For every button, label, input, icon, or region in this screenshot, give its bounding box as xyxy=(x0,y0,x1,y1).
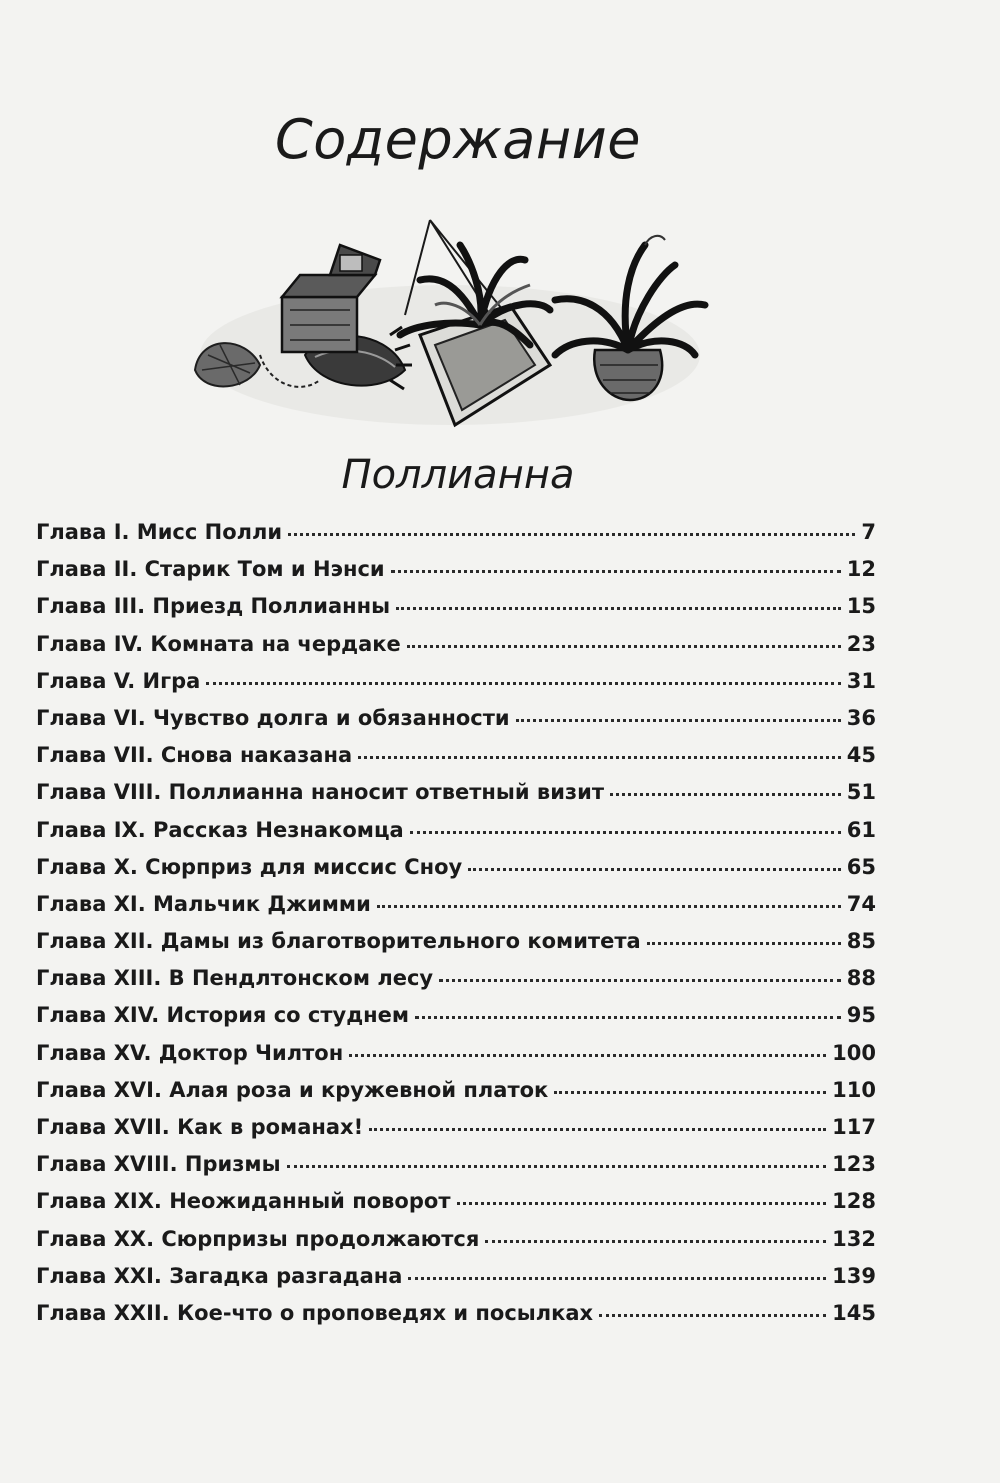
toc-entry[interactable] xyxy=(36,669,876,706)
toc-leader-dots xyxy=(610,793,841,796)
still-life-illustration-icon xyxy=(190,205,710,440)
toc-leader-dots xyxy=(377,905,841,908)
toc-entry-label: Глава XXII. Кое-что о проповедях и посылках xyxy=(36,1300,594,1325)
toc-entry-page: 95 xyxy=(846,1003,876,1028)
toc-leader-dots xyxy=(287,1165,827,1168)
toc-entry-label: Глава VII. Снова наказана xyxy=(36,743,353,768)
toc-entry-page: 45 xyxy=(846,743,876,768)
toc-entry-page: 128 xyxy=(832,1189,876,1214)
toc-entry[interactable] xyxy=(36,520,876,557)
table-of-contents xyxy=(36,520,876,1338)
toc-entry-page: 117 xyxy=(832,1115,876,1139)
toc-entry[interactable] xyxy=(36,1264,876,1301)
toc-leader-dots xyxy=(457,1202,827,1205)
page-title: Содержание xyxy=(275,108,641,171)
toc-entry-page: 88 xyxy=(846,966,876,991)
toc-entry[interactable] xyxy=(36,855,876,892)
toc-entry-label: Глава XVI. Алая роза и кружевной платок xyxy=(36,1077,549,1102)
toc-entry-page: 36 xyxy=(846,705,876,730)
toc-leader-dots xyxy=(349,1054,826,1057)
toc-leader-dots xyxy=(516,719,841,722)
toc-entry-label: Глава II. Старик Том и Нэнси xyxy=(36,557,385,582)
toc-entry-page: 31 xyxy=(846,668,876,693)
toc-leader-dots xyxy=(599,1314,826,1317)
toc-entry[interactable] xyxy=(36,1301,876,1338)
toc-entry[interactable] xyxy=(36,818,876,855)
toc-entry-label: Глава XVIII. Призмы xyxy=(36,1152,281,1177)
toc-entry-label: Глава V. Игра xyxy=(36,668,201,693)
toc-entry[interactable] xyxy=(36,1227,876,1264)
toc-entry-page: 123 xyxy=(832,1152,876,1177)
toc-entry-page: 145 xyxy=(832,1300,876,1325)
toc-entry-label: Глава IV. Комната на чердаке xyxy=(36,631,401,656)
toc-entry-label: Глава XX. Сюрпризы продолжаются xyxy=(36,1226,480,1251)
toc-entry-page: 61 xyxy=(846,817,876,842)
toc-entry-page: 100 xyxy=(832,1040,876,1065)
toc-entry-page: 85 xyxy=(846,929,876,954)
toc-entry[interactable] xyxy=(36,1078,876,1115)
book-title: Поллианна xyxy=(341,452,575,498)
toc-entry[interactable] xyxy=(36,557,876,594)
toc-leader-dots xyxy=(485,1240,826,1243)
toc-leader-dots xyxy=(415,1016,841,1019)
toc-entry-label: Глава XVII. Как в романах! xyxy=(36,1115,364,1139)
toc-entry[interactable] xyxy=(36,1115,876,1152)
toc-entry[interactable] xyxy=(36,594,876,631)
toc-leader-dots xyxy=(288,533,855,536)
toc-entry-page: 132 xyxy=(832,1226,876,1251)
toc-leader-dots xyxy=(369,1128,826,1131)
toc-entry-label: Глава XIV. История со студнем xyxy=(36,1003,410,1028)
toc-entry-label: Глава VI. Чувство долга и обязанности xyxy=(36,705,510,730)
toc-entry-page: 23 xyxy=(846,631,876,656)
toc-leader-dots xyxy=(358,756,841,759)
toc-entry-page: 139 xyxy=(832,1263,876,1288)
toc-entry[interactable] xyxy=(36,780,876,817)
toc-leader-dots xyxy=(468,868,841,871)
toc-leader-dots xyxy=(407,645,841,648)
toc-entry[interactable] xyxy=(36,743,876,780)
toc-entry[interactable] xyxy=(36,892,876,929)
toc-leader-dots xyxy=(206,682,840,685)
toc-entry-page: 15 xyxy=(846,594,876,619)
toc-leader-dots xyxy=(554,1091,826,1094)
toc-entry-label: Глава XV. Доктор Чилтон xyxy=(36,1040,344,1065)
toc-leader-dots xyxy=(391,570,841,573)
toc-entry[interactable] xyxy=(36,1003,876,1040)
toc-entry-label: Глава VIII. Поллианна наносит ответный визит xyxy=(36,780,605,805)
toc-entry[interactable] xyxy=(36,632,876,669)
toc-entry-label: Глава I. Мисс Полли xyxy=(36,520,283,544)
toc-entry-label: Глава IX. Рассказ Незнакомца xyxy=(36,817,404,842)
toc-entry-page: 7 xyxy=(861,520,876,544)
toc-entry-page: 74 xyxy=(846,891,876,916)
toc-entry-label: Глава XII. Дамы из благотворительного комитета xyxy=(36,929,641,954)
toc-entry-page: 51 xyxy=(846,780,876,805)
toc-entry-label: Глава X. Сюрприз для миссис Сноу xyxy=(36,854,463,879)
toc-leader-dots xyxy=(396,607,841,610)
toc-leader-dots xyxy=(408,1277,826,1280)
toc-leader-dots xyxy=(410,831,841,834)
toc-entry-page: 110 xyxy=(832,1077,876,1102)
toc-entry-label: Глава XIX. Неожиданный поворот xyxy=(36,1189,451,1214)
toc-entry-label: Глава XIII. В Пендлтонском лесу xyxy=(36,966,434,991)
toc-entry-label: Глава III. Приезд Поллианны xyxy=(36,594,391,619)
toc-entry-label: Глава XXI. Загадка разгадана xyxy=(36,1263,403,1288)
toc-entry-page: 12 xyxy=(846,557,876,582)
toc-entry[interactable] xyxy=(36,1189,876,1226)
toc-entry[interactable] xyxy=(36,966,876,1003)
toc-entry[interactable] xyxy=(36,1041,876,1078)
toc-leader-dots xyxy=(439,979,841,982)
toc-leader-dots xyxy=(647,942,841,945)
toc-entry[interactable] xyxy=(36,929,876,966)
toc-entry-label: Глава XI. Мальчик Джимми xyxy=(36,891,371,916)
toc-entry[interactable] xyxy=(36,1152,876,1189)
toc-entry-page: 65 xyxy=(846,854,876,879)
toc-entry[interactable] xyxy=(36,706,876,743)
